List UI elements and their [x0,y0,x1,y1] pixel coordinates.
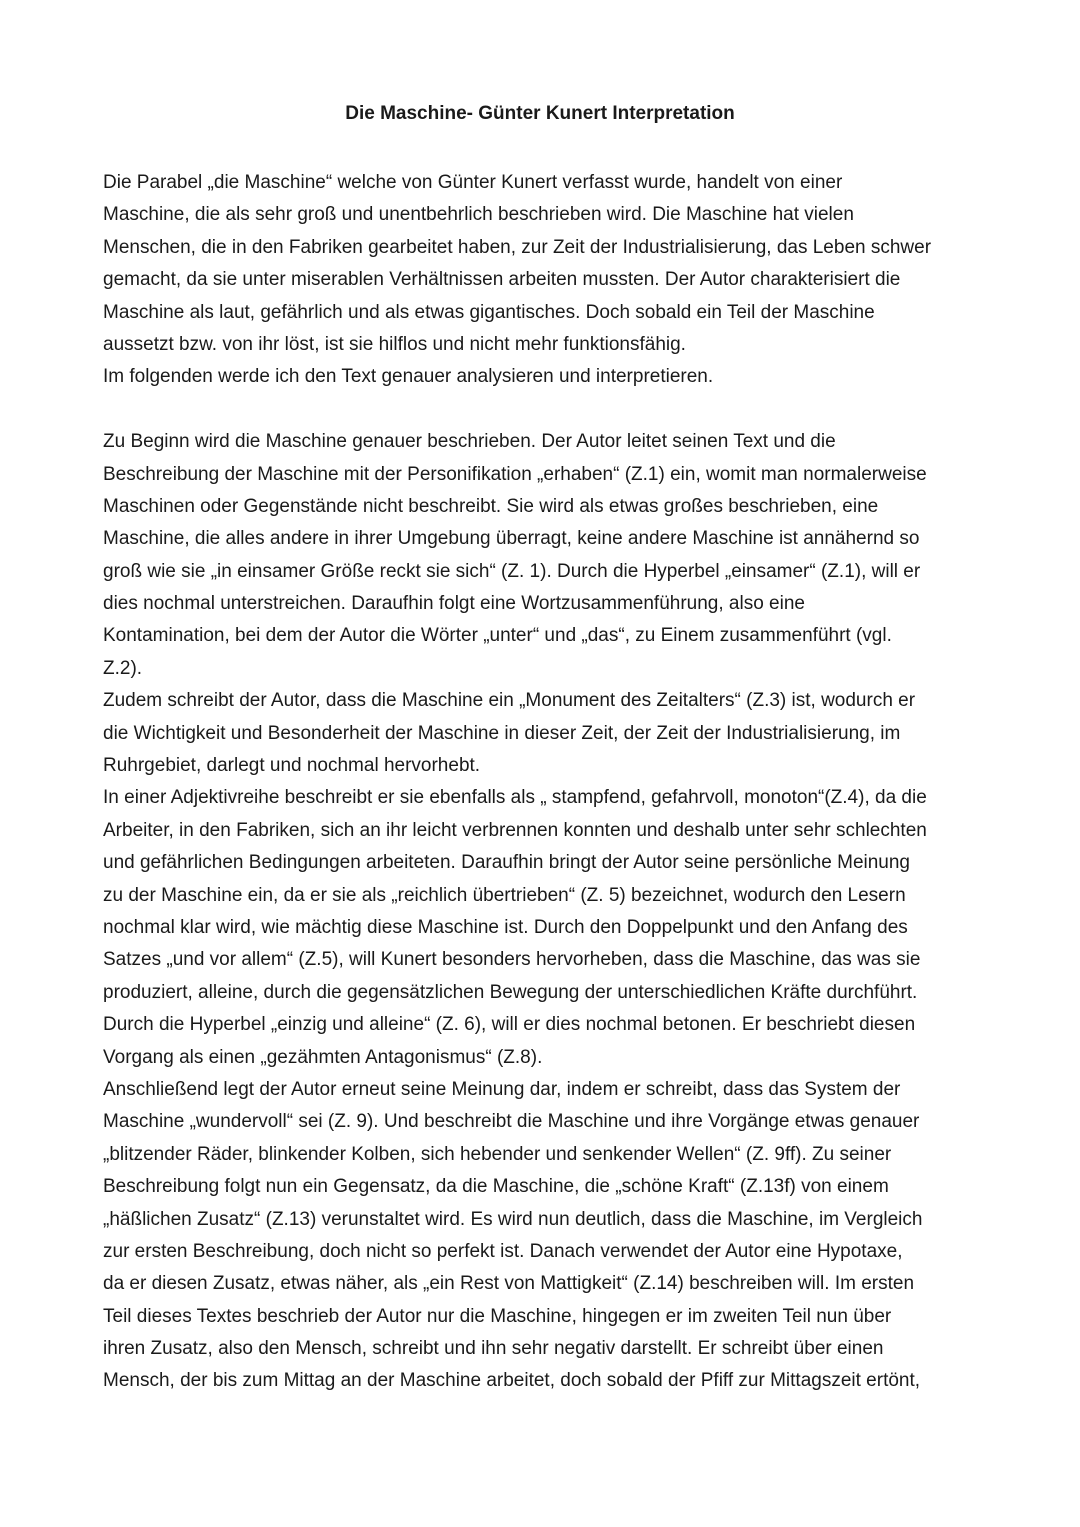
text-line: „blitzender Räder, blinkender Kolben, sich hebender und senkender Wellen“ (Z. 9ff). Zu seiner [103,1143,892,1165]
paragraph-adjectives [103,782,983,1074]
text-line: Durch die Hyperbel „einzig und alleine“ (Z. 6), will er dies nochmal betonen. Er beschriebt diesen [103,1014,916,1036]
text-line: die Wichtigkeit und Besonderheit der Maschine in dieser Zeit, der Zeit der Industrialisierung, im [103,722,901,744]
text-line: Maschine, die als sehr groß und unentbehrlich beschrieben wird. Die Maschine hat vielen [103,204,854,226]
document-body [103,167,983,1398]
text-line: Maschine, die alles andere in ihrer Umgebung überragt, keine andere Maschine ist annähernd so [103,528,920,550]
text-line: Maschine als laut, gefährlich und als etwas gigantisches. Doch sobald ein Teil der Maschine [103,301,875,323]
text-line: Maschine „wundervoll“ sei (Z. 9). Und beschreibt die Maschine und ihre Vorgänge etwas genauer [103,1111,920,1133]
text-line: da er diesen Zusatz, etwas näher, als „ein Rest von Mattigkeit“ (Z.14) beschreiben will. Im ersten [103,1273,915,1295]
text-line: Maschinen oder Gegenstände nicht beschreibt. Sie wird als etwas großes beschrieben, eine [103,495,879,517]
text-line: Arbeiter, in den Fabriken, sich an ihr leicht verbrennen konnten und deshalb unter sehr schlechten [103,819,927,841]
text-line: ihren Zusatz, also den Mensch, schreibt und ihn sehr negativ darstellt. Er schreibt über einen [103,1338,884,1360]
text-line: Teil dieses Textes beschrieb der Autor nur die Maschine, hingegen er im zweiten Teil nun über [103,1305,892,1327]
text-line: gemacht, da sie unter miserablen Verhältnissen arbeiten mussten. Der Autor charakterisiert die [103,269,901,291]
paragraph-overview [103,361,983,393]
text-line: In einer Adjektivreihe beschreibt er sie ebenfalls als „ stampfend, gefahrvoll, monoton“(Z.4), da die [103,787,927,809]
text-line: „häßlichen Zusatz“ (Z.13) verunstaltet wird. Es wird nun deutlich, dass die Maschine, im Vergleich [103,1208,923,1230]
paragraph-system [103,1074,983,1398]
text-line: Z.2). [103,657,143,679]
text-line: Menschen, die in den Fabriken gearbeitet haben, zur Zeit der Industrialisierung, das Leben schwer [103,236,932,258]
text-line: Mensch, der bis zum Mittag an der Maschine arbeitet, doch sobald der Pfiff zur Mittagszeit ertönt, [103,1370,921,1392]
text-line: zur ersten Beschreibung, doch nicht so perfekt ist. Danach verwendet der Autor eine Hypotaxe, [103,1240,903,1262]
text-line: dies nochmal unterstreichen. Daraufhin folgt eine Wortzusammenführung, also eine [103,593,805,615]
text-line: Satzes „und vor allem“ (Z.5), will Kunert besonders hervorheben, dass die Maschine, das was sie [103,949,921,971]
text-line: Zudem schreibt der Autor, dass die Maschine ein „Monument des Zeitalters“ (Z.3) ist, wodurch er [103,690,916,712]
paragraph-beginning [103,426,983,685]
text-line: Im folgenden werde ich den Text genauer analysieren und interpretieren. [103,366,714,388]
text-line: Die Parabel „die Maschine“ welche von Günter Kunert verfasst wurde, handelt von einer [103,172,843,193]
document-title: Die Maschine- Günter Kunert Interpretation [345,103,735,124]
text-line: groß wie sie „in einsamer Größe reckt sie sich“ (Z. 1). Durch die Hyperbel „einsamer“ (Z.1), will er [103,560,921,582]
paragraph-intro [103,167,983,361]
text-line: Ruhrgebiet, darlegt und nochmal hervorhebt. [103,755,481,777]
text-line: Beschreibung folgt nun ein Gegensatz, da die Maschine, die „schöne Kraft“ (Z.13f) von einem [103,1176,889,1198]
text-line: Kontamination, bei dem der Autor die Wörter „unter“ und „das“, zu Einem zusammenführt (vgl. [103,625,892,647]
paragraph-gap [103,394,983,426]
text-line: nochmal klar wird, wie mächtig diese Maschine ist. Durch den Doppelpunkt und den Anfang des [103,916,908,938]
text-line: Vorgang als einen „gezähmten Antagonismus“ (Z.8). [103,1046,543,1068]
text-line: aussetzt bzw. von ihr löst, ist sie hilflos und nicht mehr funktionsfähig. [103,333,686,355]
text-line: Zu Beginn wird die Maschine genauer beschrieben. Der Autor leitet seinen Text und die [103,431,836,453]
text-line: Anschließend legt der Autor erneut seine Meinung dar, indem er schreibt, dass das System der [103,1078,901,1100]
paragraph-monument [103,685,983,782]
text-line: produziert, alleine, durch die gegensätzlichen Bewegung der unterschiedlichen Kräfte durchführt. [103,981,918,1003]
text-line: und gefährlichen Bedingungen arbeiteten. Daraufhin bringt der Autor seine persönliche Meinung [103,852,910,874]
text-line: zu der Maschine ein, da er sie als „reichlich übertrieben“ (Z. 5) bezeichnet, wodurch den Lesern [103,884,906,906]
text-line: Beschreibung der Maschine mit der Personifikation „erhaben“ (Z.1) ein, womit man normalerweise [103,463,927,485]
